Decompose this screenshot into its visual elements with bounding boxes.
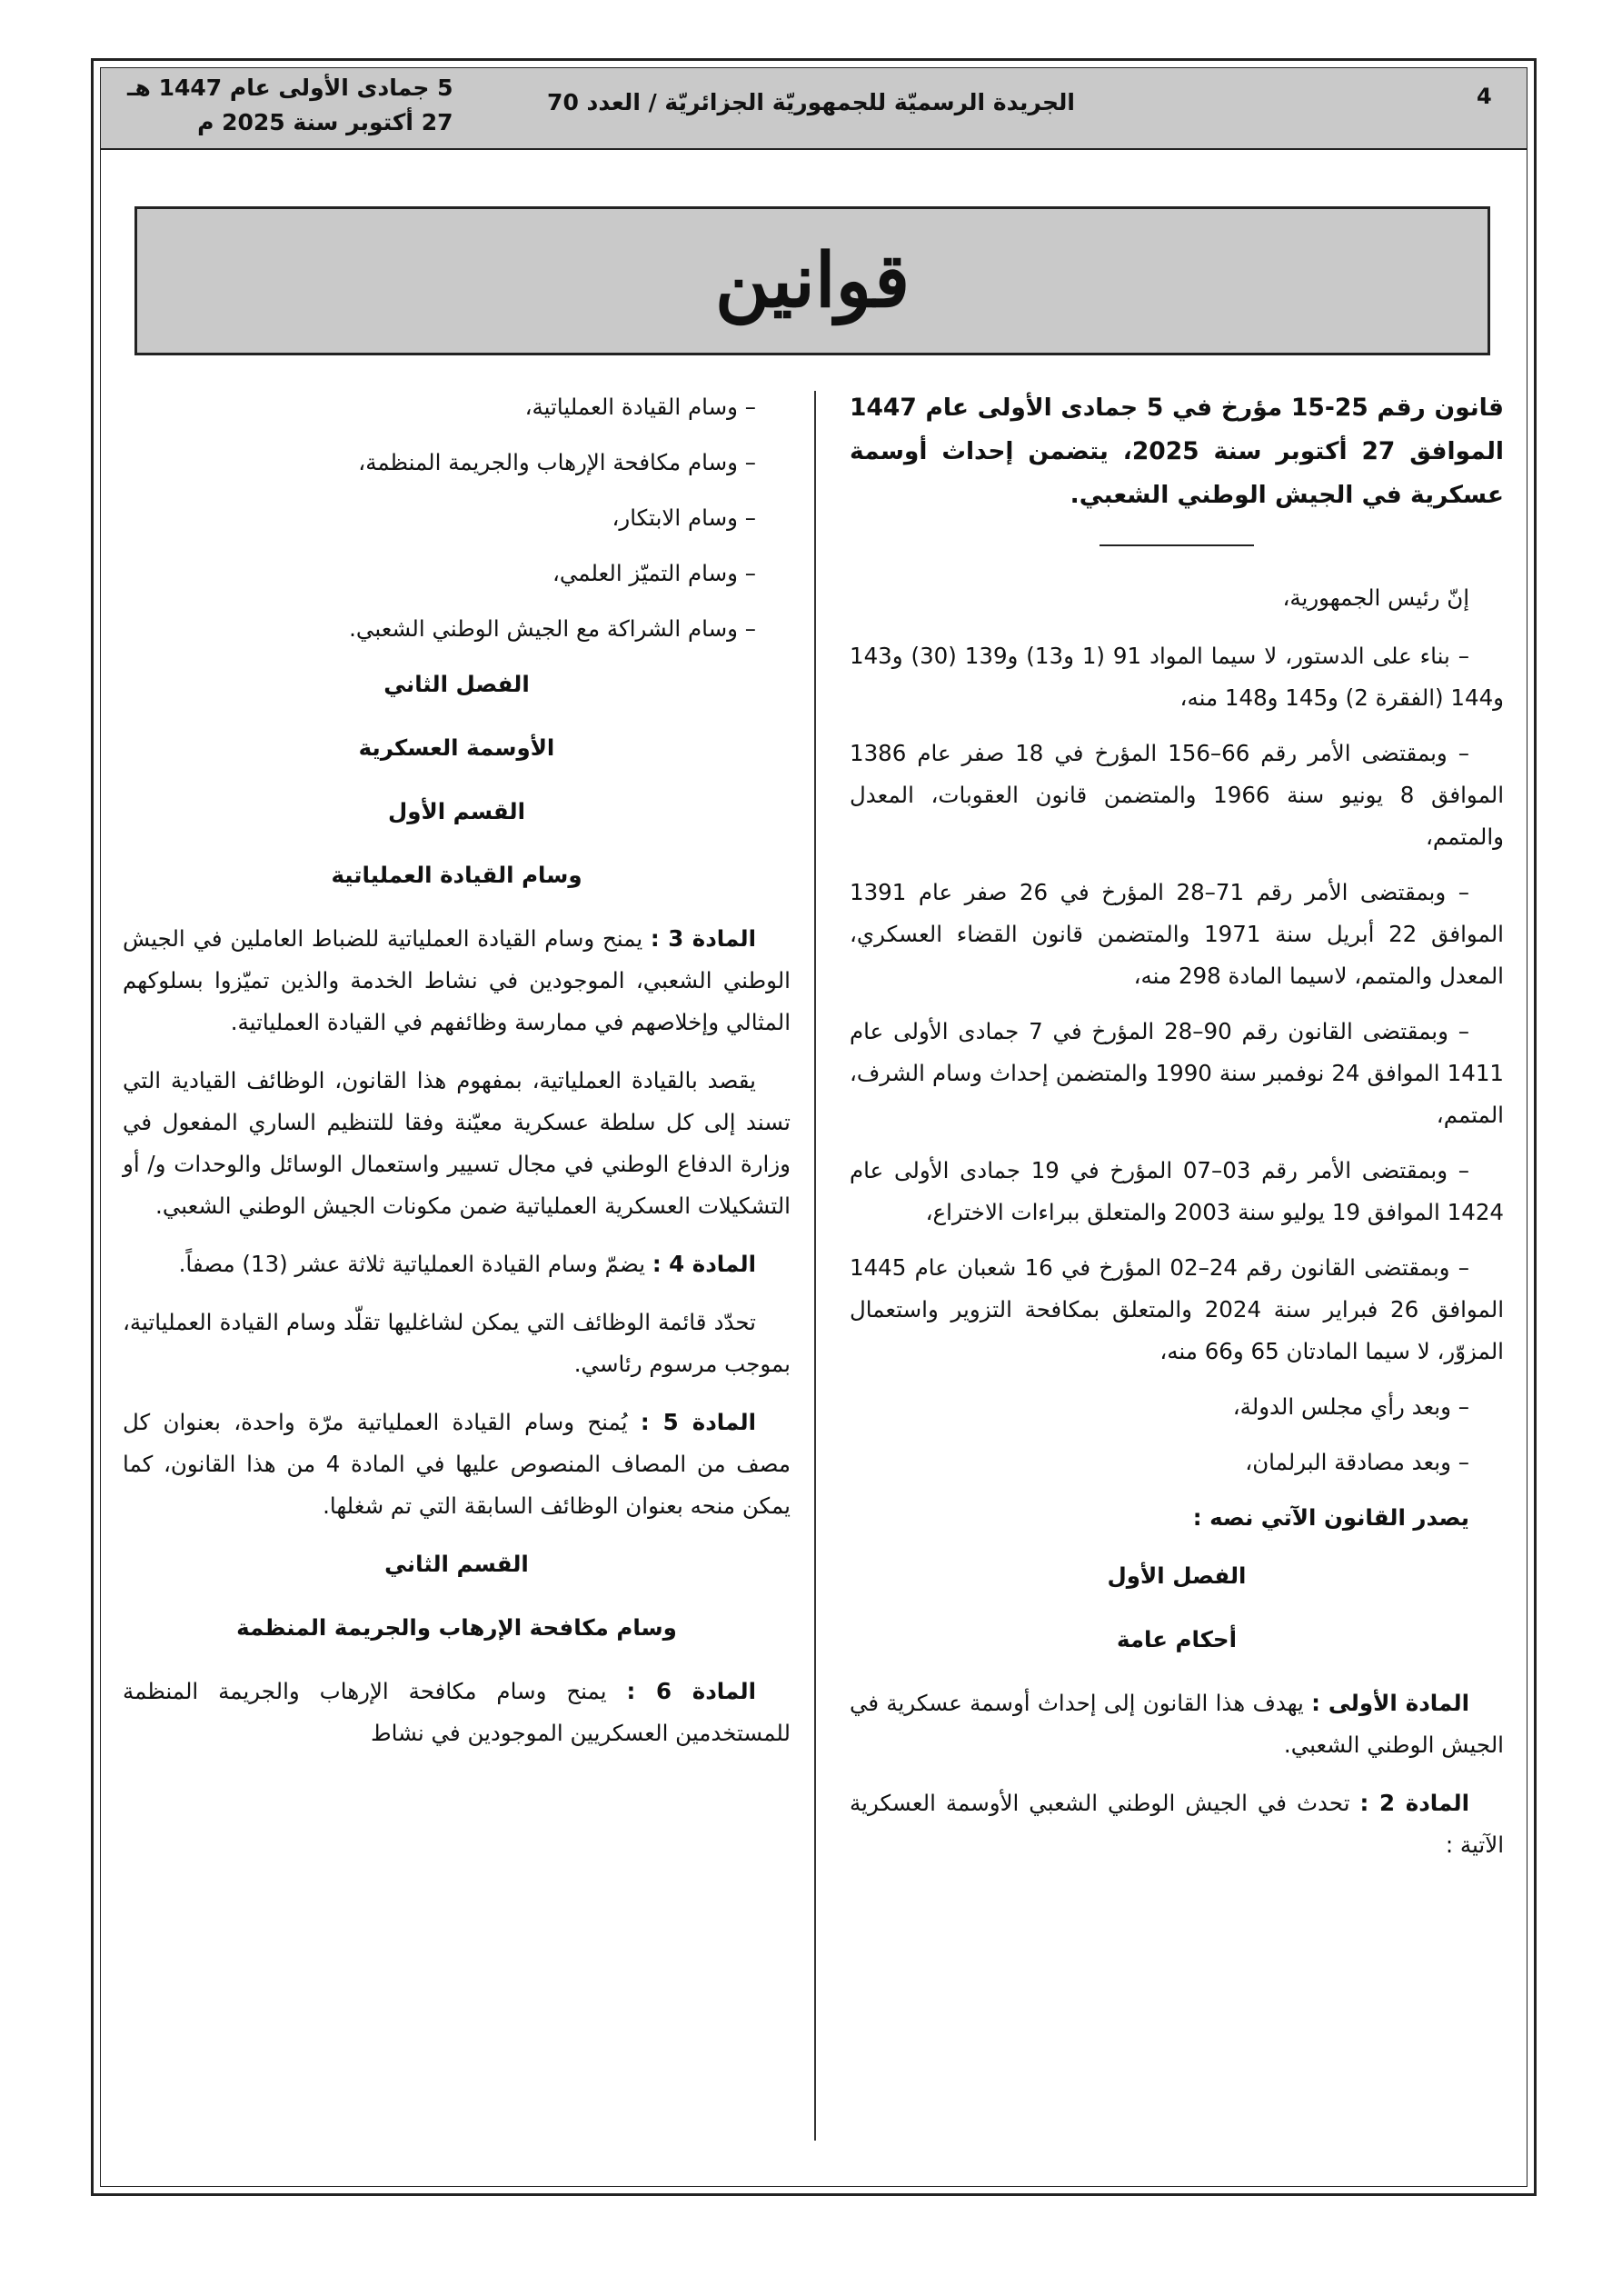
article-6 <box>123 1671 791 1754</box>
recital-item: – وبمقتضى القانون رقم 90–28 المؤرخ في 7 جمادى الأولى عام 1411 الموافق 24 نوفمبر سنة 1990 والمتضمن إحداث وسام الشرف، المتمم، <box>850 1018 1505 1128</box>
article-label: المادة 6 : <box>626 1678 756 1704</box>
article-3 <box>123 918 791 1043</box>
chapter-heading: الفصل الأول <box>1107 1562 1247 1589</box>
journal-title: الجريدة الرسميّة للجمهوريّة الجزائريّة / العدد 70 <box>547 89 1075 115</box>
article-label: المادة 4 : <box>652 1251 756 1277</box>
chapter-title: أحكام عامة <box>1117 1626 1237 1652</box>
section-title: وسام مكافحة الإرهاب والجريمة المنظمة <box>236 1614 677 1641</box>
promulgation-line: يصدر القانون الآتي نصه : <box>1192 1504 1469 1531</box>
recital-item: – وبعد رأي مجلس الدولة، <box>1232 1393 1469 1420</box>
article-label: المادة الأولى : <box>1311 1690 1469 1716</box>
article-4 <box>123 1243 791 1285</box>
column-divider <box>814 391 816 2141</box>
article-5 <box>123 1402 791 1527</box>
article-label: المادة 3 : <box>650 925 756 952</box>
recital-item: – وبمقتضى القانون رقم 24–02 المؤرخ في 16 شعبان عام 1445 الموافق 26 فبراير سنة 2024 والمتعلق بمكافحة التزوير واستعمال المزوّر، لا سيما المادتان 65 و66 منه، <box>850 1254 1504 1364</box>
article-label: المادة 5 : <box>640 1409 756 1435</box>
article-paragraph: تحدّد قائمة الوظائف التي يمكن لشاغليها تقلّد وسام القيادة العملياتية، بموجب مرسوم رئاسي. <box>123 1309 791 1377</box>
section-title: وسام القيادة العملياتية <box>331 862 582 888</box>
date-hijri: 5 جمادى الأولى عام 1447 هـ <box>127 75 453 101</box>
article-text: تحدث في الجيش الوطني الشعبي الأوسمة العسكرية الآتية : <box>850 1790 1504 1858</box>
section-heading: القسم الأول <box>387 798 526 824</box>
medal-list-item: – وسام الابتكار، <box>612 504 756 531</box>
article-text: يهدف هذا القانون إلى إحداث أوسمة عسكرية في الجيش الوطني الشعبي. <box>850 1690 1504 1758</box>
article-text: يُمنح وسام القيادة العملياتية مرّة واحدة، بعنوان كل مصف من المصاف المنصوص عليها في المادة 4 من هذا القانون، كما يمكن منحه بعنوان الوظائف السابقة التي تم شغلها. <box>123 1409 791 1519</box>
section-heading: القسم الثاني <box>384 1551 529 1577</box>
law-title: قانون رقم 25-15 مؤرخ في 5 جمادى الأولى عام 1447 الموافق 27 أكتوبر سنة 2025، يتضمن إحداث أوسمة عسكرية في الجيش الوطني الشعبي. <box>850 394 1504 509</box>
medal-list-item: – وسام التميّز العلمي، <box>552 560 756 586</box>
recital-item: – وبمقتضى الأمر رقم 03–07 المؤرخ في 19 جمادى الأولى عام 1424 الموافق 19 يوليو سنة 2003 والمتعلق ببراءات الاختراع، <box>850 1157 1504 1225</box>
article-label: المادة 2 : <box>1359 1790 1470 1816</box>
medal-list-item: – وسام الشراكة مع الجيش الوطني الشعبي. <box>349 615 756 642</box>
article-2 <box>850 1782 1504 1866</box>
chapter-title: الأوسمة العسكرية <box>358 734 555 761</box>
recital-item: – وبمقتضى الأمر رقم 71–28 المؤرخ في 26 صفر عام 1391 الموافق 22 أبريل سنة 1971 والمتضمن قانون القضاء العسكري، المعدل والمتمم، لاسيما المادة 298 منه، <box>850 879 1504 989</box>
page-number: 4 <box>1477 84 1492 109</box>
right-column <box>850 386 1504 1882</box>
section-title: قوانين <box>134 206 1490 355</box>
opening-line: إنّ رئيس الجمهورية، <box>1282 584 1469 611</box>
article-text: يمنح وسام مكافحة الإرهاب والجريمة المنظمة للمستخدمين العسكريين الموجودين في نشاط <box>123 1678 791 1746</box>
chapter-heading: الفصل الثاني <box>383 671 530 697</box>
recital-item: – وبعد مصادقة البرلمان، <box>1245 1449 1469 1475</box>
medal-list-item: – وسام القيادة العملياتية، <box>524 394 756 420</box>
title-rule <box>1100 544 1254 546</box>
issue-date <box>127 71 453 140</box>
article-1 <box>850 1682 1504 1766</box>
medal-list-item: – وسام مكافحة الإرهاب والجريمة المنظمة، <box>358 449 756 475</box>
recital-item: – وبمقتضى الأمر رقم 66–156 المؤرخ في 18 صفر عام 1386 الموافق 8 يونيو سنة 1966 والمتضمن قانون العقوبات، المعدل والمتمم، <box>850 740 1504 850</box>
date-gregorian: 27 أكتوبر سنة 2025 م <box>197 109 453 135</box>
recital-item: – بناء على الدستور، لا سيما المواد 91 (1 و13) و139 (30) و143 و144 (الفقرة 2) و145 و148 منه، <box>850 643 1504 711</box>
article-paragraph: يقصد بالقيادة العملياتية، بمفهوم هذا القانون، الوظائف القيادية التي تسند إلى كل سلطة عسكرية معيّنة وفقا للتنظيم الساري المفعول في وزارة الدفاع الوطني في مجال تسيير واستعمال الوسائل والوحدات و/ أو التشكيلات العسكرية العملياتية ضمن مكونات الجيش الوطني الشعبي. <box>123 1067 791 1219</box>
article-text: يضمّ وسام القيادة العملياتية ثلاثة عشر (13) مصفاً. <box>178 1251 652 1277</box>
article-text: يمنح وسام القيادة العملياتية للضباط العاملين في الجيش الوطني الشعبي، الموجودين في نشاط الخدمة والذين تميّزوا بسلوكهم المثالي وإخلاصهم في ممارسة وظائفهم في القيادة العملياتية. <box>123 925 791 1035</box>
left-column <box>123 386 791 1771</box>
